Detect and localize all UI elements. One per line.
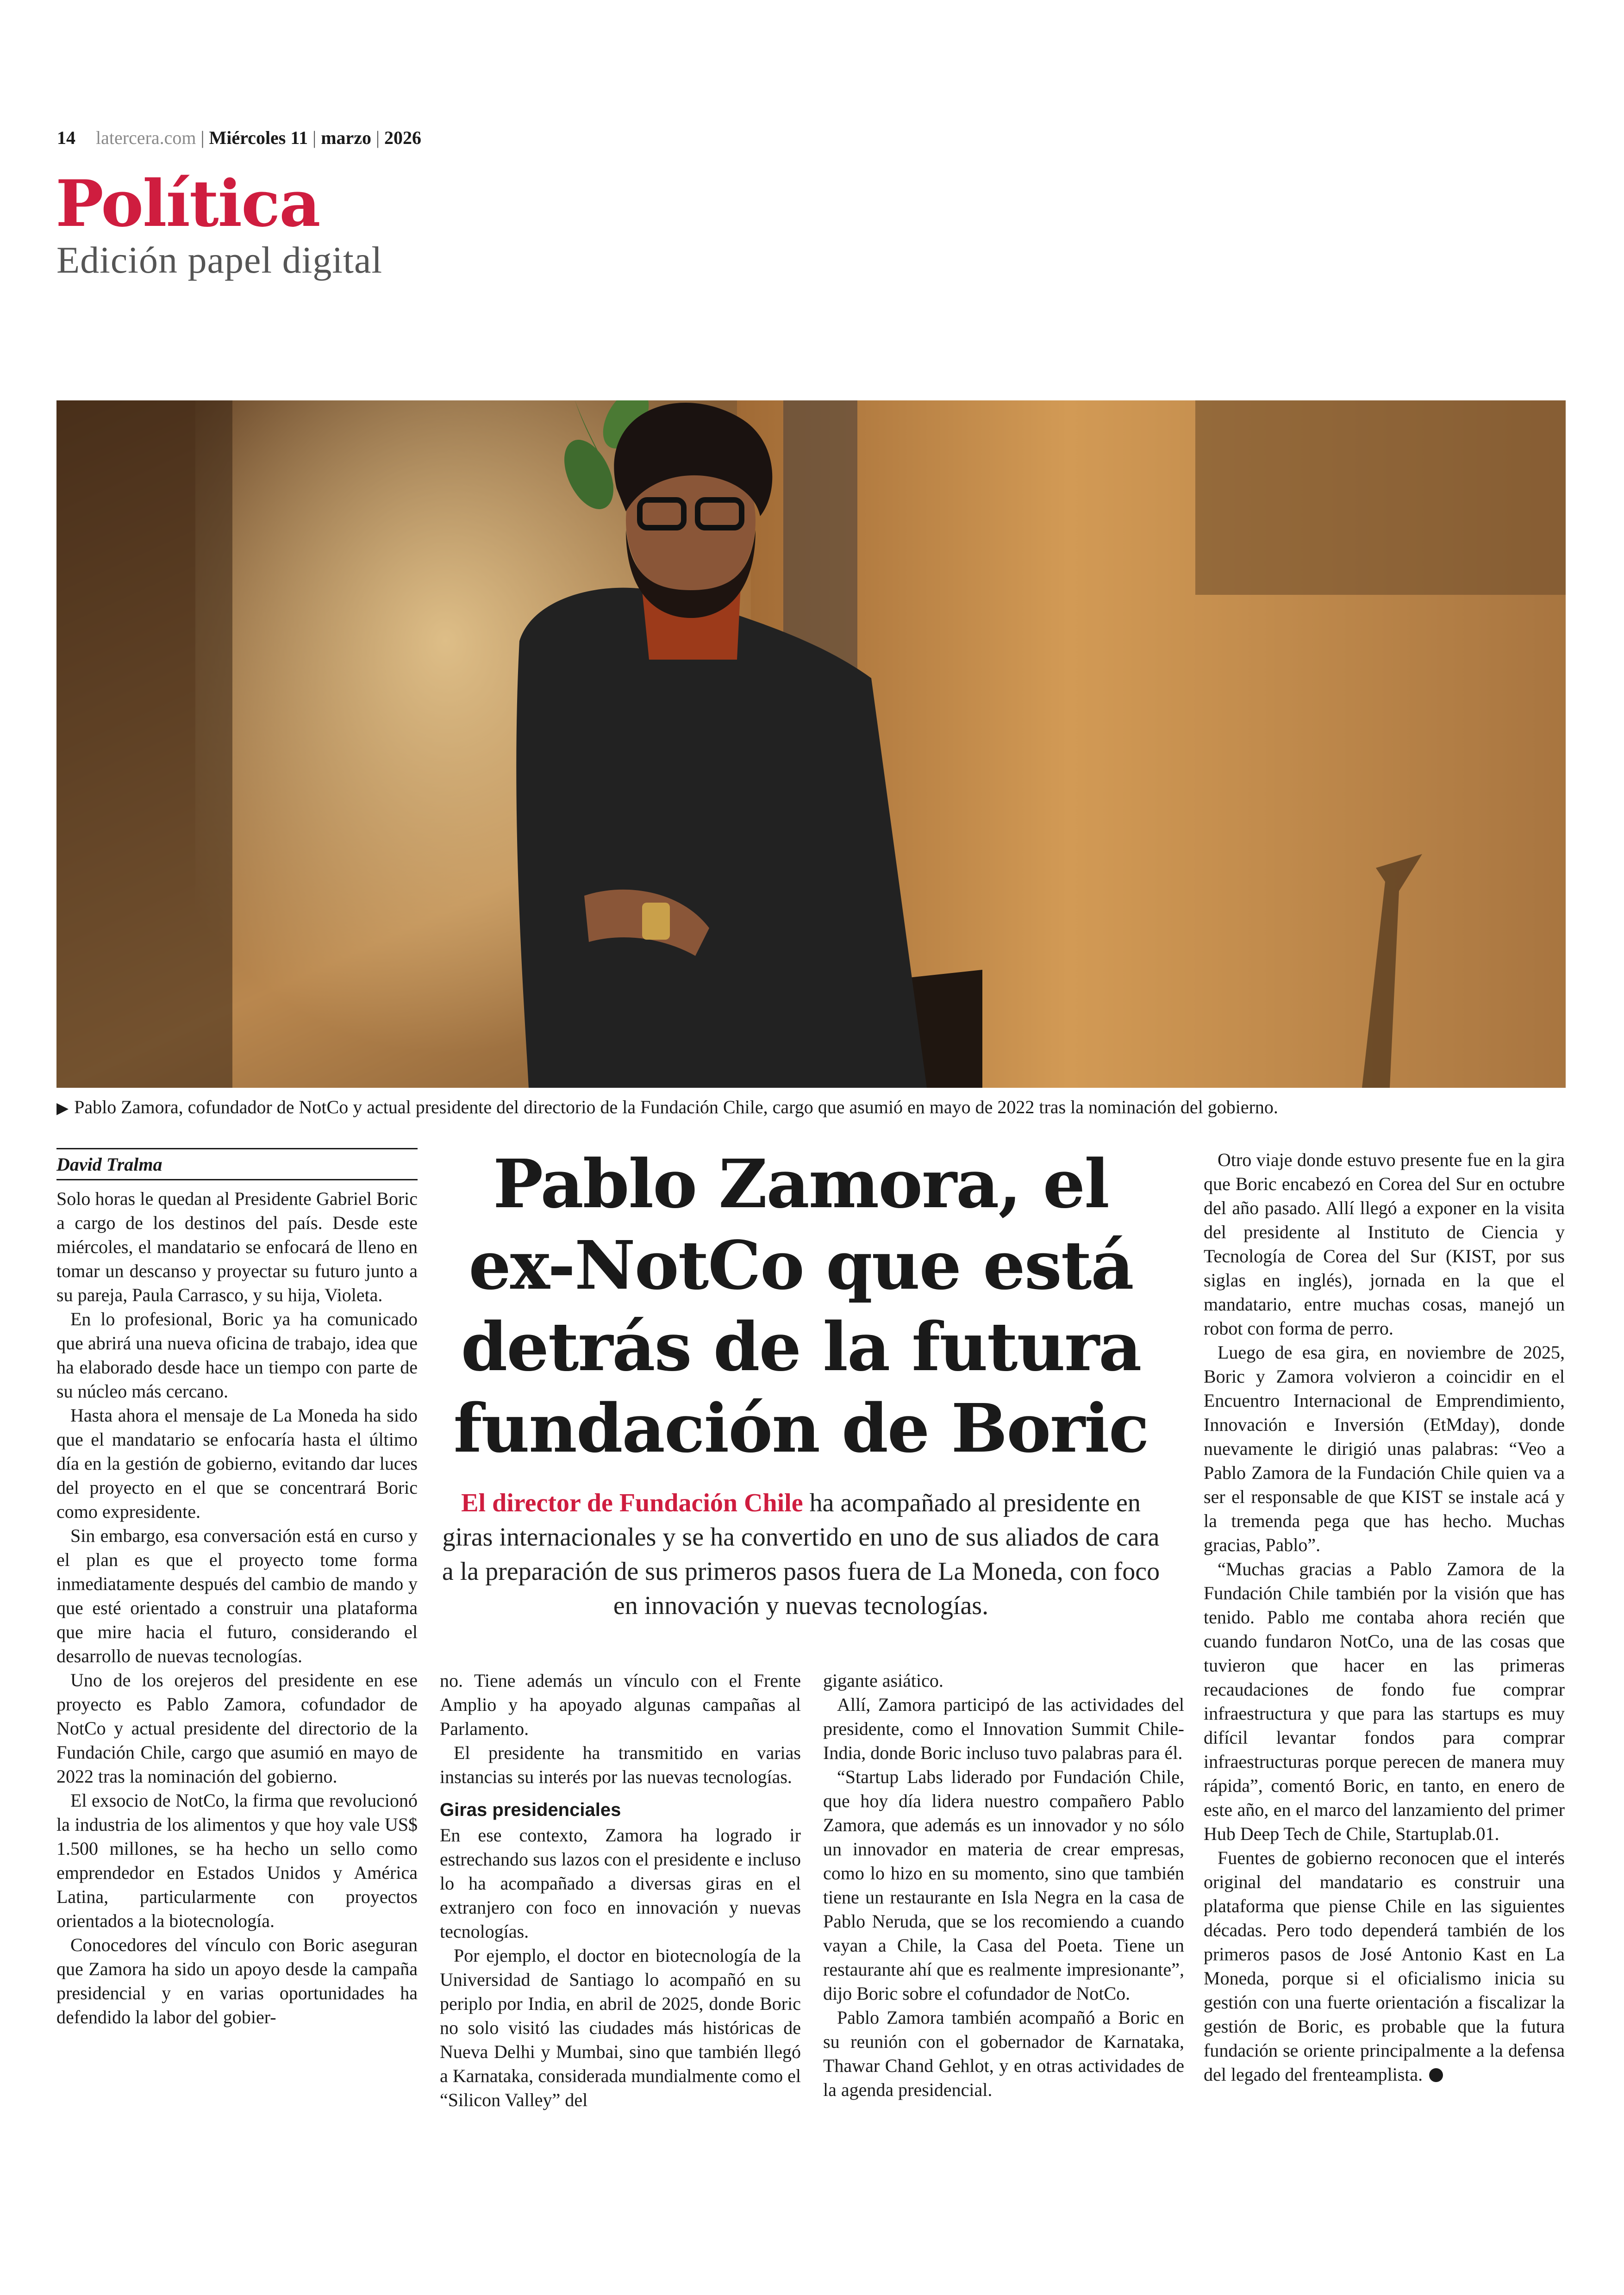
paragraph	[1204, 1846, 1565, 2087]
paragraph: En ese contexto, Zamora ha logrado ir estrechando sus lazos con el presidente e incluso lo ha acompañado a diversas giras en el extranjero con foco en innovación y nuevas tecnologías.	[440, 1825, 801, 1942]
page-number: 14	[57, 127, 75, 148]
deck-text: ha acompañado al presidente en giras internacionales y se ha convertido en uno de sus aliados de cara a la preparación de sus primeros pasos fuera de La Moneda, con foco en innovación y nuevas tecnologías.	[442, 1489, 1160, 1620]
separator-1: |	[200, 127, 205, 148]
paragraph: Sin embargo, esa conversación está en curso y el plan es que el proyecto tome forma inmediatamente después del cambio de mando y que esté orientado a construir una plataforma que mire hacia el futuro, considerando el desarrollo de nuevas tecnologías.	[56, 1525, 418, 1666]
caption-text: Pablo Zamora, cofundador de NotCo y actual presidente del directorio de la Fundación Chile, cargo que asumió en mayo de 2022 tras la nominación del gobierno.	[74, 1097, 1278, 1117]
date-year: 2026	[384, 127, 422, 148]
paragraph: El exsocio de NotCo, la firma que revolucionó la industria de los alimentos y que hoy vale US$ 1.500 millones, se ha hecho un sello como emprendedor en Estados Unidos y América Latina, particularmente con proyectos orientados a la biotecnología.	[56, 1790, 418, 1931]
paragraph: Conocedores del vínculo con Boric aseguran que Zamora ha sido un apoyo desde la campaña presidencial y en varias oportunidades ha defendido la labor del gobier-	[56, 1934, 418, 2027]
separator-3: |	[376, 127, 380, 148]
end-mark-icon	[1429, 2068, 1443, 2082]
paragraph: “Startup Labs liderado por Fundación Chile, que hoy día lidera nuestro compañero Pablo Zamora, que además es un innovador y no sólo un innovador en materia de crear empresas, como lo hizo en su momento, sino que también tiene un restaurante en Isla Negra en la casa de Pablo Neruda, que se los recomiendo a cuando vayan a Chile, la Casa del Poeta. Tiene un restaurante ahí que es realmente impresionante”, dijo Boric sobre el cofundador de NotCo.	[823, 1766, 1184, 2004]
caption-arrow-icon: ▶	[56, 1100, 69, 1117]
final-paragraph-text: Fuentes de gobierno reconocen que el interés original del mandatario es construir una plataforma que piense Chile en las siguientes décadas. Pero todo dependerá también de los primeros pasos de José Antonio Kast en La Moneda, porque si el oficialismo inicia su gestión con una fuerte orientación a fiscalizar la gestión de Boric, es probable que la futura fundación se oriente principalmente a la defensa del legado del frenteamplista.	[1204, 1847, 1565, 2085]
paragraph: Allí, Zamora participó de las actividades del presidente, como el Innovation Summit Chile-India, donde Boric incluso tuvo palabras para él.	[823, 1694, 1184, 1763]
subheading: Giras presidenciales	[440, 1800, 621, 1820]
lead-photo	[56, 400, 1566, 1088]
paragraph: Solo horas le quedan al Presidente Gabriel Boric a cargo de los destinos del país. Desde este miércoles, el mandatario se enfocará de lleno en tomar un descanso y proyectar su futuro junto a su pareja, Paula Carrasco, y su hija, Violeta.	[56, 1188, 418, 1305]
article-column-2	[440, 1669, 801, 2112]
paragraph: Pablo Zamora también acompañó a Boric en su reunión con el gobernador de Karnataka, Thawar Chand Gehlot, y en otras actividades de la agenda presidencial.	[823, 2007, 1184, 2100]
deck-lead: El director de Fundación Chile	[461, 1489, 803, 1517]
paragraph: En lo profesional, Boric ya ha comunicado que abrirá una nueva oficina de trabajo, idea que ha elaborado desde hace un tiempo con parte de su núcleo más cercano.	[56, 1309, 418, 1402]
paragraph: El presidente ha transmitido en varias instancias su interés por las nuevas tecnologías.	[440, 1742, 801, 1787]
article-column-3	[823, 1669, 1184, 2102]
paragraph: Luego de esa gira, en noviembre de 2025, Boric y Zamora volvieron a coincidir en el Encuentro Internacional de Emprendimiento, Innovación e Inversión (EtMday), donde nuevamente le dirigió unas palabras: “Veo a Pablo Zamora de la Fundación Chile quien va a ser el responsable de que KIST se instale acá y la tremenda pega que has hecho. Muchas gracias, Pablo”.	[1204, 1342, 1565, 1555]
paragraph: no. Tiene además un vínculo con el Frente Amplio y ha apoyado algunas campañas al Parlamento.	[440, 1670, 801, 1739]
article-deck	[440, 1486, 1162, 1623]
photo-caption	[56, 1093, 1584, 1121]
article-column-1	[56, 1148, 418, 2029]
paragraph: Por ejemplo, el doctor en biotecnología de la Universidad de Santiago lo acompañó en su periplo por India, en abril de 2025, donde Boric no solo visitó las ciudades más históricas de Nueva Delhi y Mumbai, sino que también llegó a Karnataka, considerada mundialmente como el “Silicon Valley” del	[440, 1945, 801, 2110]
date-month: marzo	[321, 127, 372, 148]
folio-line	[57, 124, 421, 152]
portrait-photo-icon	[56, 400, 1566, 1088]
paragraph: gigante asiático.	[823, 1670, 943, 1691]
separator-2: |	[312, 127, 317, 148]
edition-label: Edición papel digital	[56, 239, 383, 281]
paragraph: Uno de los orejeros del presidente en ese proyecto es Pablo Zamora, cofundador de NotCo y actual presidente del directorio de la Fundación Chile, cargo que asumió en mayo de 2022 tras la nominación del gobierno.	[56, 1670, 418, 1787]
date-day: Miércoles 11	[209, 127, 308, 148]
byline: David Tralma	[56, 1148, 418, 1180]
section-title: Política	[56, 166, 320, 241]
paragraph: Hasta ahora el mensaje de La Moneda ha sido que el mandatario se enfocaría hasta el último día en la gestión de gobierno, evitando dar luces del proyecto en el que se concentrará Boric como expresidente.	[56, 1405, 418, 1522]
article-column-4	[1204, 1148, 1565, 2087]
paragraph: Otro viaje donde estuvo presente fue en la gira que Boric encabezó en Corea del Sur en octubre del año pasado. Allí llegó a exponer en la visita del presidente al Instituto de Ciencia y Tecnología de Corea del Sur (KIST, por sus siglas en inglés), jornada en la que el mandatario, entre muchas cosas, manejó un robot con forma de perro.	[1204, 1149, 1565, 1339]
paragraph: “Muchas gracias a Pablo Zamora de la Fundación Chile también por la visión que has tenido. Pablo me contaba ahora recién que cuando fundaron NotCo, una de las cosas que tuvieron que hacer en las primeras recaudaciones de fondo fue comprar infraestructura y que para las startups es muy difícil levantar fondos para comprar infraestructuras porque perecen de manera muy rápida”, comentó Boric, en tanto, en enero de este año, en el marco del lanzamiento del primer Hub Deep Tech de Chile, Startuplab.01.	[1204, 1559, 1565, 1844]
article-headline: Pablo Zamora, el ex-NotCo que está detrás de la futura fundación de Boric	[453, 1145, 1149, 1467]
site-name[interactable]: latercera.com	[96, 127, 196, 148]
